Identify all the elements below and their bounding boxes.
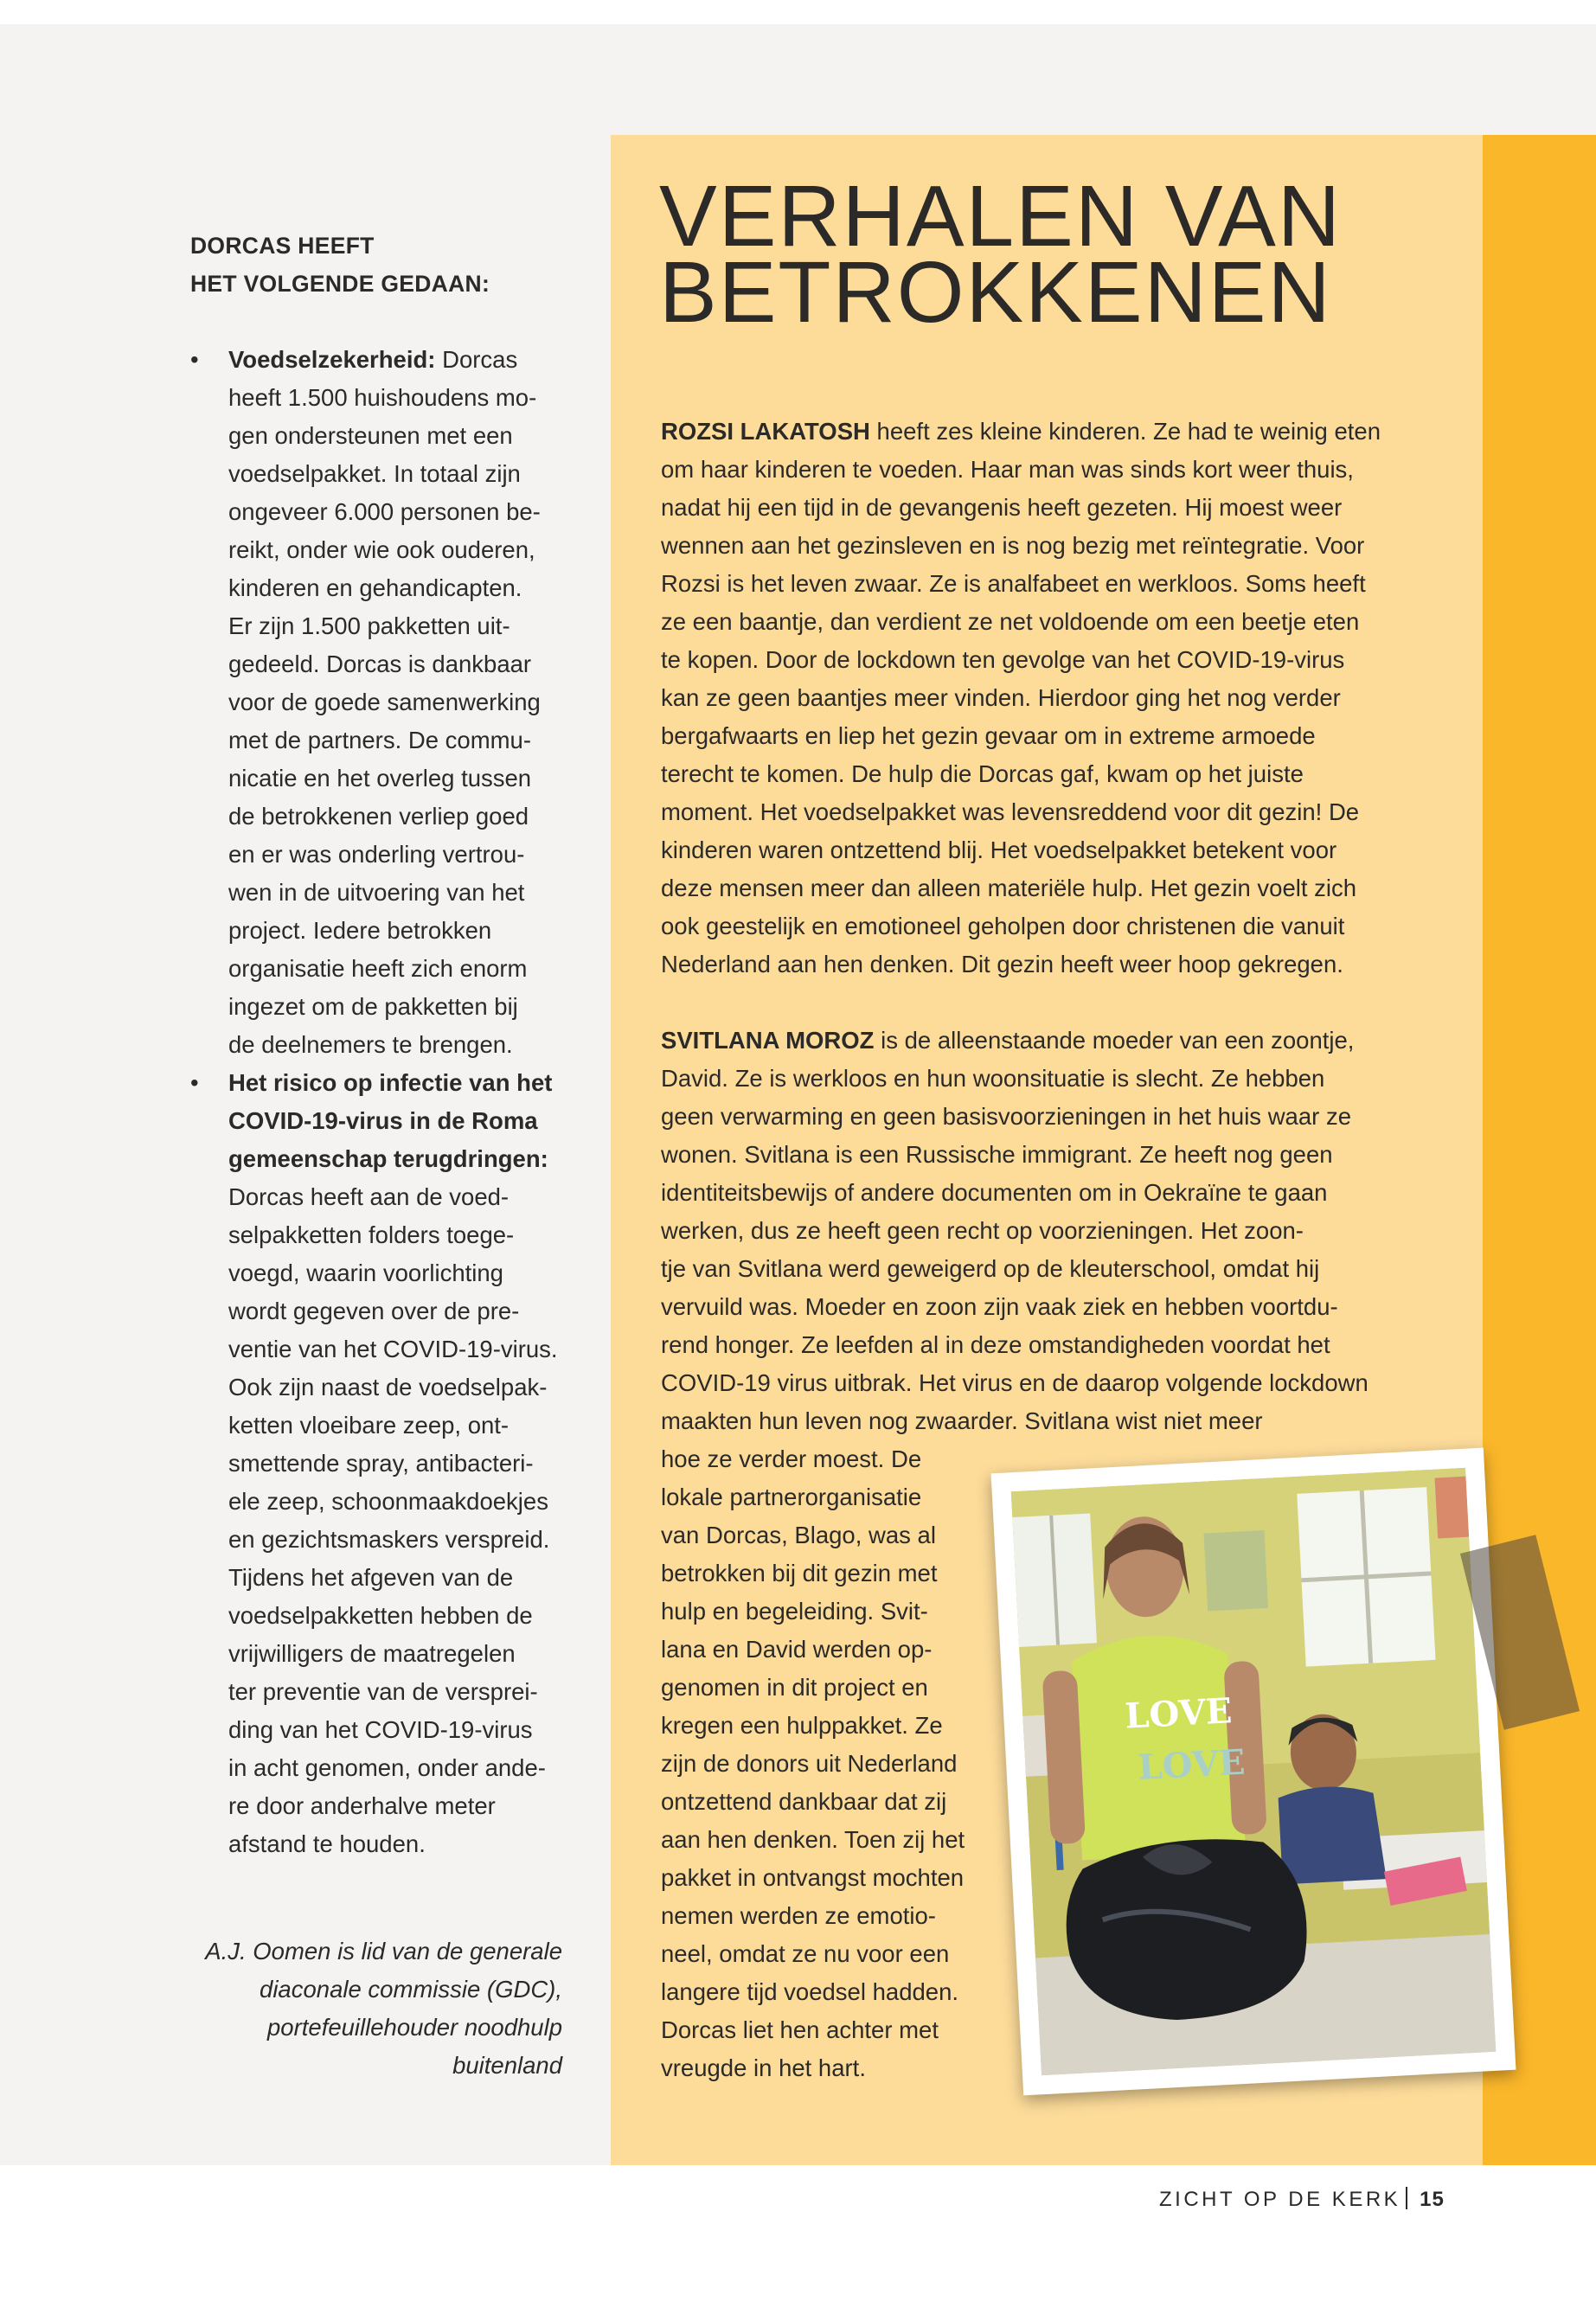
story-line: nemen werden ze emotio- — [661, 1902, 936, 1929]
left-heading-line: HET VOLGENDE GEDAAN: — [190, 271, 490, 297]
bullet-line: project. Iedere betrokken — [228, 917, 492, 944]
bullet-line: ketten vloeibare zeep, ont- — [228, 1412, 510, 1439]
author-credit — [147, 1932, 562, 2085]
bullet-line: Dorcas — [435, 346, 518, 373]
bullet-bold-line — [228, 1140, 571, 1178]
story-line: lokale partnerorganisatie — [661, 1484, 922, 1510]
left-column — [190, 227, 571, 1863]
story-line: zijn de donors uit Nederland — [661, 1750, 958, 1777]
bullet-line: kinderen en gehandicapten. — [228, 574, 522, 601]
story-line: rend honger. Ze leefden al in deze omstandigheden voordat het — [661, 1331, 1330, 1358]
story-line — [661, 413, 1422, 451]
photo-frame — [991, 1448, 1516, 2096]
bullet-line: voegd, waarin voorlichting — [228, 1259, 503, 1286]
story-line: vreugde in het hart. — [661, 2054, 866, 2081]
story-line: werken, dus ze heeft geen recht op voorzieningen. Het zoon- — [661, 1217, 1304, 1244]
story-line: wonen. Svitlana is een Russische immigrant. Ze heeft nog geen — [661, 1141, 1333, 1168]
bullet-line: reikt, onder wie ook ouderen, — [228, 536, 535, 563]
story-line: Nederland aan hen denken. Dit gezin heeft weer hoop gekregen. — [661, 951, 1343, 977]
bullet-dot: • — [190, 346, 199, 373]
left-heading — [190, 227, 571, 303]
photo-mother-and-son — [1011, 1468, 1497, 2076]
story-line: om haar kinderen te voeden. Haar man was sinds kort weer thuis, — [661, 456, 1354, 483]
bullet-line: met de partners. De commu- — [228, 727, 531, 753]
bullet-line: Er zijn 1.500 pakketten uit- — [228, 612, 510, 639]
photo-poster — [1435, 1477, 1470, 1539]
story-line: neel, omdat ze nu voor een — [661, 1940, 950, 1967]
bullet-line: ding van het COVID-19-virus — [228, 1716, 533, 1743]
photo-shirt-text: LOVE — [1137, 1741, 1247, 1788]
bullet-dot: • — [190, 1069, 199, 1096]
story-line: betrokken bij dit gezin met — [661, 1560, 938, 1586]
story-line: nadat hij een tijd in de gevangenis heeft gezeten. Hij moest weer — [661, 494, 1343, 521]
bullet-line: Tijdens het afgeven van de — [228, 1564, 514, 1591]
story-line: te kopen. Door de lockdown ten gevolge van het COVID-19-virus — [661, 646, 1345, 673]
story-line: Rozsi is het leven zwaar. Ze is analfabeet en werkloos. Soms heeft — [661, 570, 1366, 597]
story-text: is de alleenstaande moeder van een zoontje, — [874, 1027, 1355, 1054]
bullet-line: de betrokkenen verliep goed — [228, 803, 529, 830]
bullet-line: voor de goede samenwerking — [228, 689, 541, 715]
bullet-line: organisatie heeft zich enorm — [228, 955, 528, 982]
credit-line: portefeuillehouder noodhulp — [267, 2014, 562, 2041]
bullet-line: wen in de uitvoering van het — [228, 879, 525, 906]
left-heading-line: DORCAS HEEFT — [190, 233, 375, 259]
story-line: kregen een hulppakket. Ze — [661, 1712, 943, 1739]
bullet-line: selpakketten folders toege- — [228, 1221, 515, 1248]
bullet-line: en er was onderling vertrou- — [228, 841, 525, 868]
story-line: Dorcas liet hen achter met — [661, 2016, 939, 2043]
bullet-bold-line — [228, 1064, 571, 1102]
story-svitlana — [661, 1022, 1422, 1440]
story-line: bergafwaarts en liep het gezin gevaar om in extreme armoede — [661, 722, 1316, 749]
page-footer — [1159, 2187, 1445, 2212]
bullet-bold: gemeenschap terugdringen: — [228, 1145, 548, 1172]
story-line: langere tijd voedsel hadden. — [661, 1978, 959, 2005]
story-line: van Dorcas, Blago, was al — [661, 1522, 936, 1548]
story-line: wennen aan het gezinsleven en is nog bezig met reïntegratie. Voor — [661, 532, 1365, 559]
bullet-line: ventie van het COVID-19-virus. — [228, 1336, 558, 1362]
story-rozsi — [661, 413, 1422, 984]
story-svitlana-continued — [661, 1440, 1007, 2087]
story-line: geen verwarming en geen basisvoorzieningen in het huis waar ze — [661, 1103, 1351, 1130]
story-line: terecht te komen. De hulp die Dorcas gaf, kwam op het juiste — [661, 760, 1304, 787]
bullet-line: ter preventie van de versprei- — [228, 1678, 538, 1705]
bullet-line: gen ondersteunen met een — [228, 422, 513, 449]
story-name: SVITLANA MOROZ — [661, 1027, 875, 1054]
bullet-line: ele zeep, schoonmaakdoekjes — [228, 1488, 548, 1515]
story-name: ROZSI LAKATOSH — [661, 418, 870, 445]
title-line: VERHALEN VAN — [659, 168, 1343, 265]
story-line: identiteitsbewijs of andere documenten om in Oekraïne te gaan — [661, 1179, 1328, 1206]
bullet-line: Ook zijn naast de voedselpak- — [228, 1374, 548, 1400]
story-line: maakten hun leven nog zwaarder. Svitlana wist niet meer — [661, 1407, 1263, 1434]
story-line: hulp en begeleiding. Svit- — [661, 1598, 928, 1625]
bullet-line: ongeveer 6.000 personen be- — [228, 498, 541, 525]
story-line: aan hen denken. Toen zij het — [661, 1826, 965, 1853]
bullet-line: vrijwilligers de maatregelen — [228, 1640, 516, 1667]
bullet-line: re door anderhalve meter — [228, 1792, 496, 1819]
bullet-item-covid-risico — [190, 1064, 571, 1863]
bullet-line: nicatie en het overleg tussen — [228, 765, 532, 792]
story-line: vervuild was. Moeder en zoon zijn vaak ziek en hebben voortdu- — [661, 1293, 1338, 1320]
bullet-line: voedselpakket. In totaal zijn — [228, 460, 521, 487]
credit-line: diaconale commissie (GDC), — [260, 1976, 562, 2003]
story-line: pakket in ontvangst mochten — [661, 1864, 965, 1891]
story-line: COVID-19 virus uitbrak. Het virus en de daarop volgende lockdown — [661, 1369, 1368, 1396]
bullet-text — [228, 341, 571, 379]
story-line: deze mensen meer dan alleen materiële hulp. Het gezin voelt zich — [661, 875, 1357, 901]
story-line: moment. Het voedselpakket was levensreddend voor dit gezin! De — [661, 798, 1360, 825]
bullet-line: wordt gegeven over de pre- — [228, 1298, 520, 1324]
page-number: 15 — [1420, 2188, 1445, 2211]
page-title — [659, 168, 1343, 341]
story-line — [661, 1022, 1422, 1060]
story-line: ontzettend dankbaar dat zij — [661, 1788, 947, 1815]
story-line: ze een baantje, dan verdient ze net voldoende om een beetje eten — [661, 608, 1360, 635]
bullet-item-voedselzekerheid — [190, 341, 571, 1064]
story-line: kinderen waren ontzettend blij. Het voedselpakket betekent voor — [661, 836, 1337, 863]
photo-shirt-text: LOVE — [1124, 1690, 1234, 1737]
bullet-bold: Voedselzekerheid: — [228, 346, 436, 373]
bullet-bold: COVID-19-virus in de Roma — [228, 1107, 538, 1134]
story-line: hoe ze verder moest. De — [661, 1445, 922, 1472]
credit-line: A.J. Oomen is lid van de generale — [205, 1938, 562, 1965]
story-text: heeft zes kleine kinderen. Ze had te weinig eten — [869, 418, 1381, 445]
story-line: lana en David werden op- — [661, 1636, 933, 1663]
story-line: David. Ze is werkloos en hun woonsituatie is slecht. Ze hebben — [661, 1065, 1325, 1092]
magazine-name: ZICHT OP DE KERK — [1159, 2188, 1401, 2211]
photo-son-shirt — [1278, 1784, 1387, 1884]
bullet-line: gedeeld. Dorcas is dankbaar — [228, 651, 532, 677]
story-line: tje van Svitlana werd geweigerd op de kleuterschool, omdat hij — [661, 1255, 1320, 1282]
title-line: BETROKKENEN — [659, 244, 1332, 341]
bullet-line: voedselpakketten hebben de — [228, 1602, 533, 1629]
photo-poster — [1204, 1530, 1269, 1612]
bullet-line: Dorcas heeft aan de voed- — [228, 1183, 510, 1210]
footer-divider — [1406, 2187, 1407, 2209]
bullet-line: afstand te houden. — [228, 1830, 426, 1857]
bullet-line: de deelnemers te brengen. — [228, 1031, 513, 1058]
bullet-list — [190, 341, 571, 1863]
bullet-line: ingezet om de pakketten bij — [228, 993, 518, 1020]
bullet-bold: Het risico op infectie van het — [228, 1069, 553, 1096]
story-line: genomen in dit project en — [661, 1674, 928, 1701]
story-line: ook geestelijk en emotioneel geholpen door christenen die vanuit — [661, 913, 1345, 939]
bullet-line: en gezichtsmaskers verspreid. — [228, 1526, 550, 1553]
story-line: kan ze geen baantjes meer vinden. Hierdoor ging het nog verder — [661, 684, 1341, 711]
credit-line: buitenland — [452, 2052, 562, 2079]
bullet-line: smettende spray, antibacteri- — [228, 1450, 534, 1477]
bullet-line: in acht genomen, onder ande- — [228, 1754, 546, 1781]
bullet-line: heeft 1.500 huishoudens mo- — [228, 384, 537, 411]
bullet-bold-line — [228, 1102, 571, 1140]
